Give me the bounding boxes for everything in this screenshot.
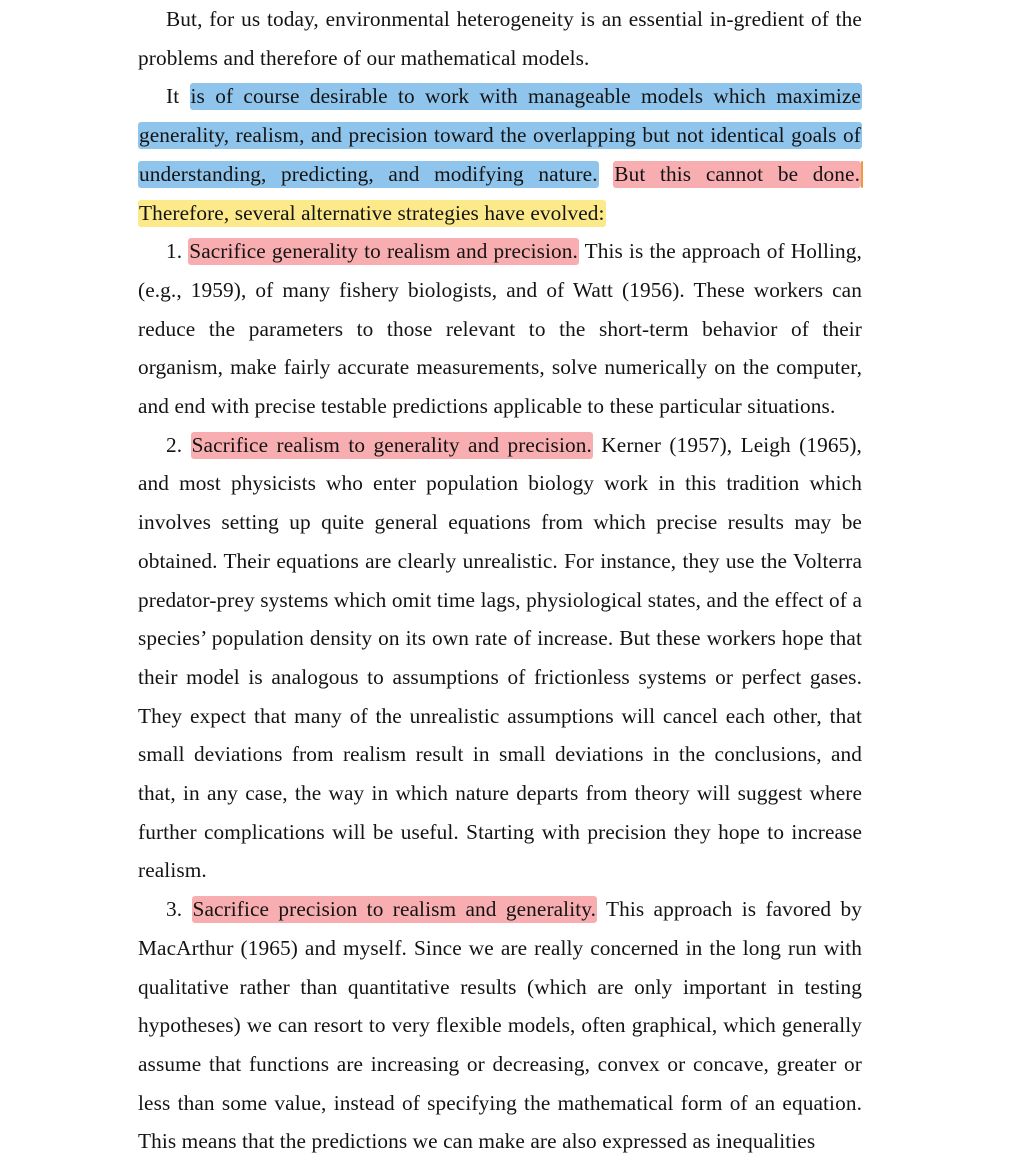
highlight-pink-sacrifice-generality: Sacrifice generality to realism and precision. bbox=[189, 239, 578, 264]
text-column bbox=[138, 0, 862, 1161]
paragraph-2-plain-lead: It bbox=[166, 84, 190, 109]
highlight-pink-sacrifice-precision: Sacrifice precision to realism and generality. bbox=[192, 897, 597, 922]
list-number-3: 3. bbox=[166, 897, 192, 922]
highlight-pink-sacrifice-realism: Sacrifice realism to generality and precision. bbox=[191, 432, 592, 457]
paragraph-2 bbox=[138, 77, 862, 232]
paragraph-5-strategy-3 bbox=[138, 890, 862, 1161]
list-number-2: 2. bbox=[166, 432, 191, 457]
paragraph-5-body: This approach is favored by MacArthur (1965) and myself. Since we are really concerned in the long run with qualitative rather than quantitative results (which are only important in testing hypotheses) we can resort to very flexible models, often graphical, which generally assume that functions are increasing or decreasing, convex or concave, greater or less than some value, instead of specifying the mathematical form of an equation. This means that the predictions we can make are also expressed as inequalities bbox=[138, 897, 862, 1154]
highlight-blue-manageable-models: is of course desirable to work with manageable models which maximize generality, realism, and precision toward the overlapping but not identical goals of understanding, predicting, and modifying nature. bbox=[139, 84, 861, 186]
paragraph-4-body: Kerner (1957), Leigh (1965), and most physicists who enter population biology work in this tradition which involves setting up quite general equations from which precise results may be obtained. Their equations are clearly unrealistic. For instance, they use the Volterra predator-prey systems which omit time lags, physiological states, and the effect of a species’ population density on its own rate of increase. But these workers hope that their model is analogous to assumptions of frictionless systems or perfect gases. They expect that many of the unrealistic assumptions will cancel each other, that small deviations from realism result in small deviations in the conclusions, and that, in any case, the way in which nature departs from theory will suggest where further complications will be useful. Starting with precision they hope to increase realism. bbox=[138, 432, 862, 883]
highlight-pink-cannot-be-done: But this cannot be done. bbox=[614, 161, 860, 186]
paragraph-3-body: This is the approach of Holling, (e.g., 1959), of many fishery biologists, and of Watt (1956). These workers can reduce the parameters to those relevant to the short-term behavior of their organism, make fairly accurate measurements, solve numerically on the computer, and end with precise testable predictions applicable to these particular situations. bbox=[138, 239, 862, 419]
highlight-orange-mark bbox=[861, 161, 863, 188]
highlight-yellow-alternative-strategies: Therefore, several alternative strategies have evolved: bbox=[139, 200, 605, 225]
paragraph-3-strategy-1 bbox=[138, 232, 862, 426]
paragraph-1-text: But, for us today, environmental heterogeneity is an essential in-gredient of the problems and therefore of our mathematical models. bbox=[138, 7, 862, 70]
paragraph-1 bbox=[138, 0, 862, 77]
paragraph-4-strategy-2 bbox=[138, 426, 862, 890]
list-number-1: 1. bbox=[166, 239, 189, 264]
paragraph-2-space-1 bbox=[599, 162, 614, 186]
